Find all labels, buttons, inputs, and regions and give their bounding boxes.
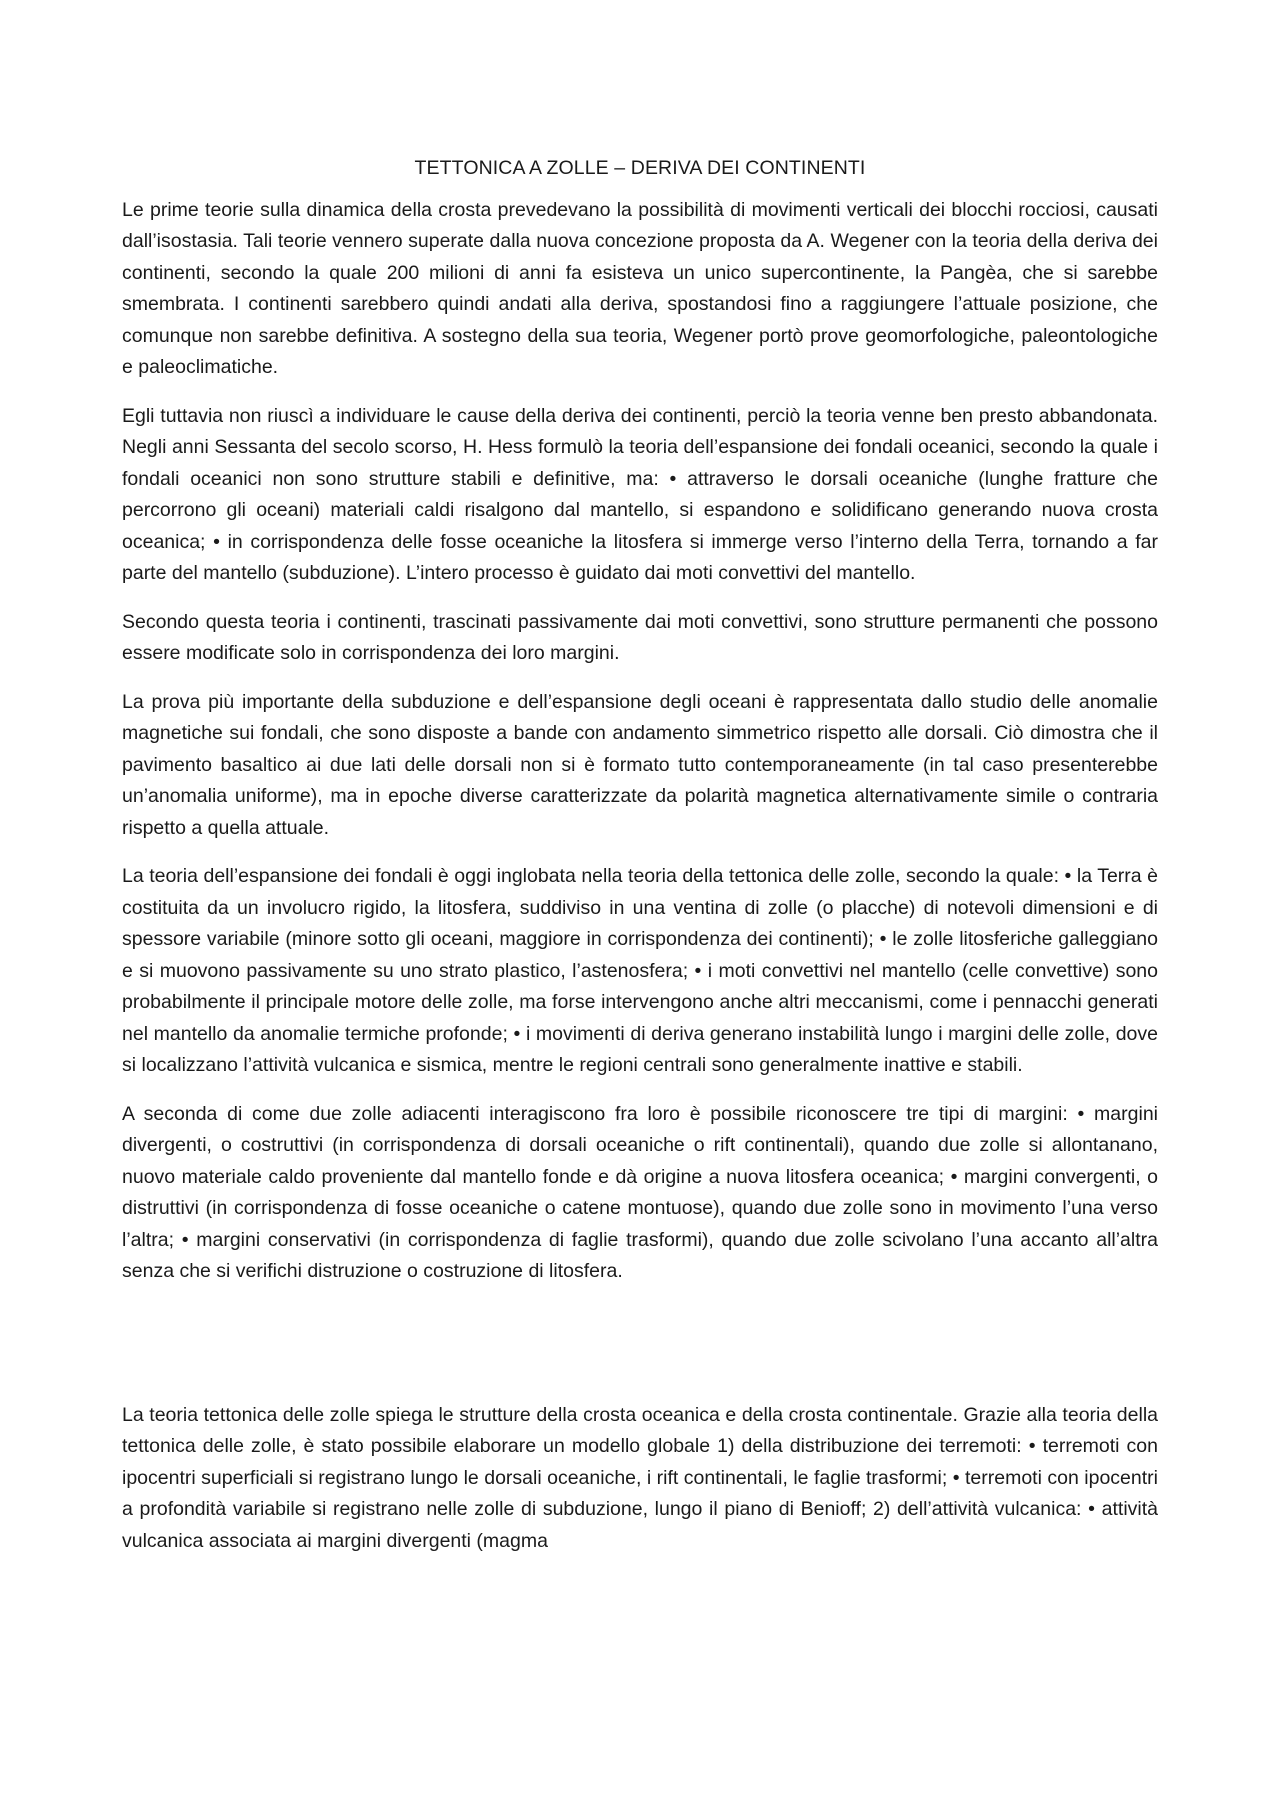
paragraph-margins: A seconda di come due zolle adiacenti interagiscono fra loro è possibile riconoscere tre tipi di margini: • margini divergenti, o costruttivi (in corrispondenza di dorsali oceaniche o rift continentali), quando due zolle si allontanano, nuovo materiale caldo proveniente dal mantello fonde e dà origine a nuova litosfera oceanica; • margini convergenti, o distruttivi (in corrispondenza di fosse oceaniche o catene montuose), quando due zolle sono in movimento l’una verso l’altra; • margini conservativi (in corrispondenza di faglie trasformi), quando due zolle scivolano l’una accanto all’altra senza che si verifichi distruzione o costruzione di litosfera. — [122, 1102, 1158, 1282]
paragraph-global-model: La teoria tettonica delle zolle spiega le strutture della crosta oceanica e della crosta continentale. Grazie alla teoria della tettonica delle zolle, è stato possibile elaborare un modello globale 1) della distribuzione dei terremoti: • terremoti con ipocentri superficiali si registrano lungo le dorsali oceaniche, i rift continentali, le faglie trasformi; • terremoti con ipocentri a profondità variabile si registrano nelle zolle di subduzione, lungo il piano di Benioff; 2) dell’attività vulcanica: • attività vulcanica associata ai margini divergenti (magma — [122, 1403, 1158, 1552]
paragraph-continents: Secondo questa teoria i continenti, trascinati passivamente dai moti convettivi, sono strutture permanenti che possono essere modificate solo in corrispondenza dei loro margini. — [122, 610, 1158, 664]
paragraph-plate-tectonics: La teoria dell’espansione dei fondali è oggi inglobata nella teoria della tettonica delle zolle, secondo la quale: • la Terra è costituita da un involucro rigido, la litosfera, suddiviso in una ventina di zolle (o placche) di notevoli dimensioni e di spessore variabile (minore sotto gli oceani, maggiore in corrispondenza dei continenti); • le zolle litosferiche galleggiano e si muovono passivamente su uno strato plastico, l’astenosfera; • i moti convettivi nel mantello (celle convettive) sono probabilmente il principale motore delle zolle, ma forse intervengono anche altri meccanismi, come i pennacchi generati nel mantello da anomalie termiche profonde; • i movimenti di deriva generano instabilità lungo i margini delle zolle, dove si localizzano l’attività vulcanica e sismica, mentre le regioni centrali sono generalmente inattive e stabili. — [122, 865, 1158, 1076]
paragraph-hess: Egli tuttavia non riuscì a individuare le cause della deriva dei continenti, perciò la teoria venne ben presto abbandonata. Negli anni Sessanta del secolo scorso, H. Hess formulò la teoria dell’espansione dei fondali oceanici, secondo la quale i fondali oceanici non sono strutture stabili e definitive, ma: • attraverso le dorsali oceaniche (lunghe fratture che percorrono gli oceani) materiali caldi risalgono dal mantello, si espandono e solidificano generando nuova crosta oceanica; • in corrispondenza delle fosse oceaniche la litosfera si immerge verso l’interno della Terra, tornando a far parte del mantello (subduzione). L’intero processo è guidato dai moti convettivi del mantello. — [122, 404, 1158, 584]
document-title: TETTONICA A ZOLLE – DERIVA DEI CONTINENTI — [414, 157, 866, 179]
paragraph-magnetic-anomalies: La prova più importante della subduzione e dell’espansione degli oceani è rappresentata dallo studio delle anomalie magnetiche sui fondali, che sono disposte a bande con andamento simmetrico rispetto alle dorsali. Ciò dimostra che il pavimento basaltico ai due lati delle dorsali non si è formato tutto contemporaneamente (in tal caso presenterebbe un’anomalia uniforme), ma in epoche diverse caratterizzate da polarità magnetica alternativamente simile o contraria rispetto a quella attuale. — [122, 690, 1158, 839]
document-body — [122, 153, 1158, 1574]
paragraph-wegener: Le prime teorie sulla dinamica della crosta prevedevano la possibilità di movimenti verticali dei blocchi rocciosi, causati dall’isostasia. Tali teorie vennero superate dalla nuova concezione proposta da A. Wegener con la teoria della deriva dei continenti, secondo la quale 200 milioni di anni fa esisteva un unico supercontinente, la Pangèa, che si sarebbe smembrata. I continenti sarebbero quindi andati alla deriva, spostandosi fino a raggiungere l’attuale posizione, che comunque non sarebbe definitiva. A sostegno della sua teoria, Wegener portò prove geomorfologiche, paleontologiche e paleoclimatiche. — [122, 198, 1158, 378]
